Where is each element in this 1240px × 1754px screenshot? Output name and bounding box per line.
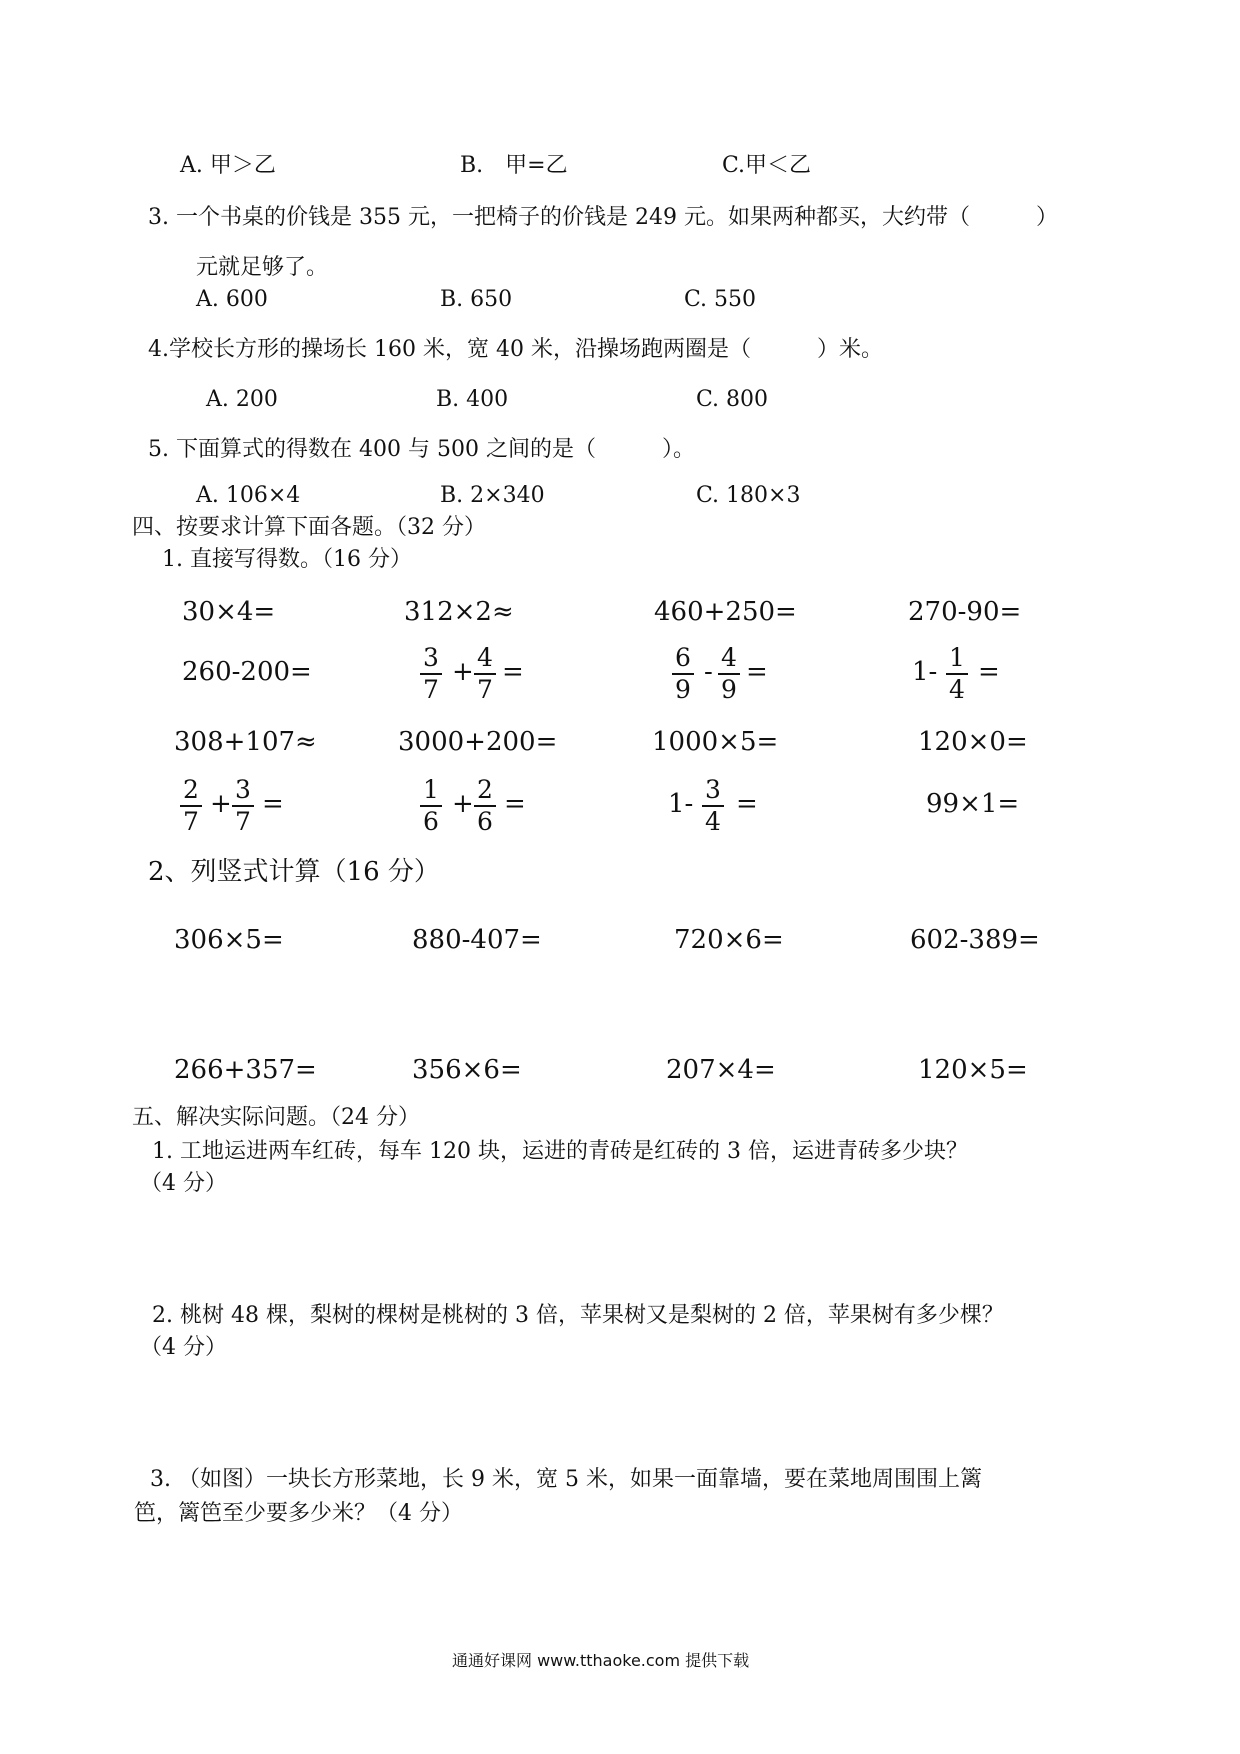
calc-3-1: 308+107≈ (174, 727, 317, 757)
q5-text: 5. 下面算式的得数在 400 与 500 之间的是（ ）。 (148, 437, 695, 462)
q3-option-c: C. 550 (684, 287, 757, 312)
vertical-calc-5: 266+357= (174, 1055, 317, 1085)
calc-3-4: 120×0= (918, 727, 1028, 757)
vertical-calc-6: 356×6= (412, 1055, 522, 1085)
fraction-2-7: 2 7 (178, 776, 204, 836)
minus-sign: - (704, 657, 713, 687)
problem-2: 2. 桃树 48 棵，梨树的棵树是桃树的 3 倍，苹果树又是梨树的 2 倍，苹果树有多少棵？ (152, 1303, 1004, 1328)
section4-sub1: 1. 直接写得数。（16 分） (162, 547, 412, 572)
fraction-3-4: 3 4 (700, 776, 726, 836)
calc-1-2: 312×2≈ (404, 597, 514, 627)
equals-sign: = (262, 789, 284, 819)
vertical-calc-4: 602-389= (910, 925, 1040, 955)
fraction-4-9: 4 9 (716, 644, 742, 704)
fraction-2-6: 2 6 (472, 776, 498, 836)
problem-3-cont: 笆，篱笆至少要多少米？（4 分） (134, 1501, 463, 1526)
calc-1-1: 30×4= (182, 597, 276, 627)
q2-option-c: C.甲＜乙 (722, 153, 812, 178)
fraction-1-6: 1 6 (418, 776, 444, 836)
q5-option-c: C. 180×3 (696, 483, 801, 508)
q2-option-a: A. 甲＞乙 (180, 153, 276, 178)
calc-3-3: 1000×5= (652, 727, 779, 757)
q3-text-cont: 元就足够了。 (196, 255, 329, 280)
q4-option-a: A. 200 (206, 387, 278, 412)
plus-sign: + (452, 789, 474, 819)
problem-1-score: （4 分） (140, 1171, 227, 1196)
fraction-4-7: 4 7 (472, 644, 498, 704)
vertical-calc-3: 720×6= (674, 925, 784, 955)
plus-sign: + (452, 657, 474, 687)
fraction-6-9: 6 9 (670, 644, 696, 704)
equals-sign: = (504, 789, 526, 819)
calc-3-2: 3000+200= (398, 727, 558, 757)
plus-sign: + (210, 789, 232, 819)
vertical-calc-8: 120×5= (918, 1055, 1028, 1085)
calc-1-4: 270-90= (908, 597, 1022, 627)
one-minus: 1- (912, 657, 938, 687)
q4-text: 4.学校长方形的操场长 160 米，宽 40 米，沿操场跑两圈是（ ）米。 (148, 337, 883, 362)
q3-option-a: A. 600 (196, 287, 268, 312)
vertical-calc-2: 880-407= (412, 925, 542, 955)
calc-2-1: 260-200= (182, 657, 312, 687)
q4-option-c: C. 800 (696, 387, 769, 412)
one-minus: 1- (668, 789, 694, 819)
fraction-3-7: 3 7 (418, 644, 444, 704)
equals-sign: = (978, 657, 1000, 687)
calc-1-3: 460+250= (654, 597, 797, 627)
problem-1: 1. 工地运进两车红砖，每车 120 块，运进的青砖是红砖的 3 倍，运进青砖多少块？ (152, 1139, 968, 1164)
vertical-calc-1: 306×5= (174, 925, 284, 955)
q4-option-b: B. 400 (436, 387, 509, 412)
problem-3: 3. （如图）一块长方形菜地，长 9 米，宽 5 米，如果一面靠墙，要在菜地周围围上篱 (150, 1467, 982, 1492)
q5-option-a: A. 106×4 (196, 483, 301, 508)
footer-credit: 通通好课网 www.tthaoke.com 提供下载 (452, 1651, 750, 1670)
section4-sub2: 2、列竖式计算（16 分） (148, 857, 440, 887)
equals-sign: = (736, 789, 758, 819)
equals-sign: = (746, 657, 768, 687)
calc-4-4: 99×1= (926, 789, 1020, 819)
q3-text: 3. 一个书桌的价钱是 355 元，一把椅子的价钱是 249 元。如果两种都买，大约带（ ） (148, 205, 1058, 230)
q2-option-b: B. 甲=乙 (460, 153, 568, 178)
section4-title: 四、按要求计算下面各题。（32 分） (132, 515, 486, 540)
q5-option-b: B. 2×340 (440, 483, 545, 508)
problem-2-score: （4 分） (140, 1335, 227, 1360)
q3-option-b: B. 650 (440, 287, 513, 312)
equals-sign: = (502, 657, 524, 687)
fraction-1-4: 1 4 (944, 644, 970, 704)
vertical-calc-7: 207×4= (666, 1055, 776, 1085)
section5-title: 五、解决实际问题。（24 分） (132, 1105, 420, 1130)
fraction-3-7b: 3 7 (230, 776, 256, 836)
